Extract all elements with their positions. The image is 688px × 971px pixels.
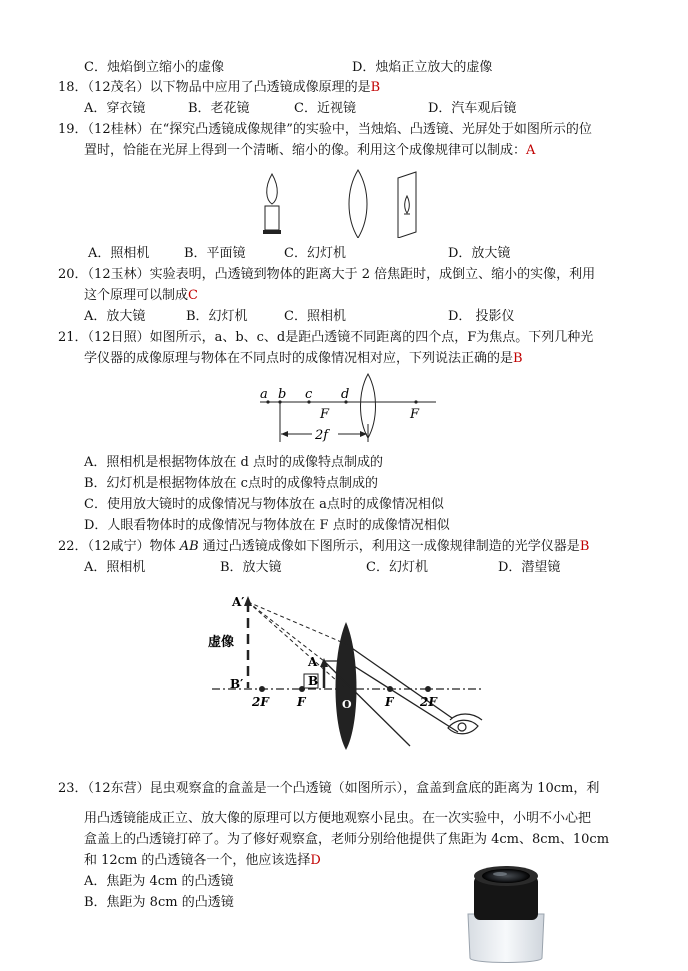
dimension-arrow-right <box>360 431 367 437</box>
q19-option-d: D．放大镜 <box>448 246 511 261</box>
eye-icon <box>448 714 482 734</box>
q21-focal-points-figure <box>254 372 444 448</box>
screen-image <box>404 196 410 214</box>
q18-option-c: C．近视镜 <box>294 101 356 116</box>
label-virtual-image: 虚像 <box>208 635 235 650</box>
q23-option-b: B．焦距为 8cm 的凸透镜 <box>84 895 234 910</box>
q22-stem: 22．（12咸宁）物体 AB 通过凸透镜成像如下图所示，利用这一成像规律制造的光学仪器是B <box>58 539 590 554</box>
q22-option-a: A．照相机 <box>84 560 146 575</box>
label-2f-right: 2F <box>420 695 437 709</box>
label-f-right: F <box>410 407 420 422</box>
label-d: d <box>341 387 350 402</box>
q22-option-c: C．幻灯机 <box>366 560 428 575</box>
q21-answer: B <box>513 351 523 366</box>
q18-option-a: A．穿衣镜 <box>84 101 146 116</box>
q18-option-d: D．汽车观后镜 <box>428 101 517 116</box>
q22-virtual-image-figure <box>200 584 490 754</box>
q19-line2: 置时，恰能在光屏上得到一个清晰、缩小的像。利用这个成像规律可以制成：A <box>84 143 536 158</box>
q22-option-b: B．放大镜 <box>220 560 282 575</box>
label-b: B <box>308 674 319 688</box>
label-f-right: F <box>385 695 394 709</box>
q17-option-d: D．烛焰正立放大的虚像 <box>352 60 493 75</box>
q23-line4: 和 12cm 的凸透镜各一个，他应该选择D <box>84 853 321 868</box>
label-a: A <box>308 655 318 669</box>
lens-glass <box>482 869 530 883</box>
q19-answer: A <box>526 143 536 158</box>
box-body <box>468 914 544 963</box>
label-2f-left: 2F <box>252 695 269 709</box>
q19-option-a: A．照相机 <box>88 246 150 261</box>
point-2f-right <box>425 686 431 692</box>
q23-option-a: A．焦距为 4cm 的凸透镜 <box>84 874 234 889</box>
q23-line2: 用凸透镜能成正立、放大像的原理可以方便地观察小昆虫。在一次实验中，小明不小心把 <box>84 811 592 826</box>
candle-body <box>265 206 279 230</box>
point-2f-left <box>259 686 265 692</box>
q21-option-d: D．人眼看物体时的成像情况与物体放在 F 点时的成像情况相似 <box>84 518 450 533</box>
q20-option-b: B．幻灯机 <box>186 309 248 324</box>
q20-line2: 这个原理可以制成C <box>84 288 198 303</box>
q21-option-b: B．幻灯机是根据物体放在 c点时的成像特点制成的 <box>84 476 378 491</box>
q23-answer: D <box>310 853 321 868</box>
q18-answer: B <box>370 80 381 95</box>
label-a-prime: A′ <box>232 595 245 609</box>
q20-option-c: C．照相机 <box>284 309 346 324</box>
label-f-left: F <box>297 695 306 709</box>
q18-option-b: B．老花镜 <box>188 101 250 116</box>
q20-option-a: A．放大镜 <box>84 309 146 324</box>
convex-lens <box>349 170 367 238</box>
q21-option-a: A．照相机是根据物体放在 d 点时的成像特点制成的 <box>84 455 383 470</box>
q19-line1: 19．（12桂林）在“探究凸透镜成像规律”的实验中，当烛焰、凸透镜、光屏处于如图所示的位 <box>58 122 592 137</box>
point-o <box>343 686 349 692</box>
q19-candle-lens-screen-figure <box>258 166 428 238</box>
q21-line1: 21．（12日照）如图所示，a、b、c、d是距凸透镜不同距离的四个点，F为焦点。下列几种光 <box>58 330 594 345</box>
q19-option-c: C．幻灯机 <box>284 246 346 261</box>
label-c: c <box>305 387 313 402</box>
label-b: b <box>278 387 287 402</box>
q23-line1: 23．（12东营）昆虫观察盒的盒盖是一个凸透镜（如图所示），盒盖到盒底的距离为 10cm，利 <box>58 781 600 796</box>
q20-answer: C <box>188 288 198 303</box>
label-f-left: F <box>320 407 330 422</box>
q19-option-b: B．平面镜 <box>184 246 246 261</box>
q22-option-d: D．潜望镜 <box>498 560 561 575</box>
label-o: O <box>342 698 352 711</box>
q20-line1: 20．（12玉林）实验表明，凸透镜到物体的距离大于 2 倍焦距时，成倒立、缩小的实像，利用 <box>58 267 596 282</box>
q18-stem: 18．（12茂名）以下物品中应用了凸透镜成像原理的是B <box>58 80 381 95</box>
point-f-right <box>387 686 393 692</box>
label-2f: 2f <box>315 428 329 443</box>
insect-observation-box-image <box>456 858 556 968</box>
point-f-right <box>414 400 417 403</box>
light-screen <box>398 172 416 238</box>
q17-option-c: C．烛焰倒立缩小的虚像 <box>84 60 224 75</box>
label-a: a <box>260 387 268 402</box>
dimension-arrow-left <box>281 431 288 437</box>
q20-option-d: D． 投影仪 <box>448 309 515 324</box>
q21-option-c: C．使用放大镜时的成像情况与物体放在 a点时的成像情况相似 <box>84 497 444 512</box>
candle-flame <box>267 174 278 204</box>
q22-answer: B <box>579 539 590 554</box>
label-b-prime: B′ <box>230 677 244 691</box>
candle-base <box>263 230 281 234</box>
q23-line3: 盒盖上的凸透镜打碎了。为了修好观察盒，老师分别给他提供了焦距为 4cm、8cm、10cm <box>84 832 610 847</box>
q21-line2: 学仪器的成像原理与物体在不同点时的成像情况相对应，下列说法正确的是B <box>84 351 523 366</box>
